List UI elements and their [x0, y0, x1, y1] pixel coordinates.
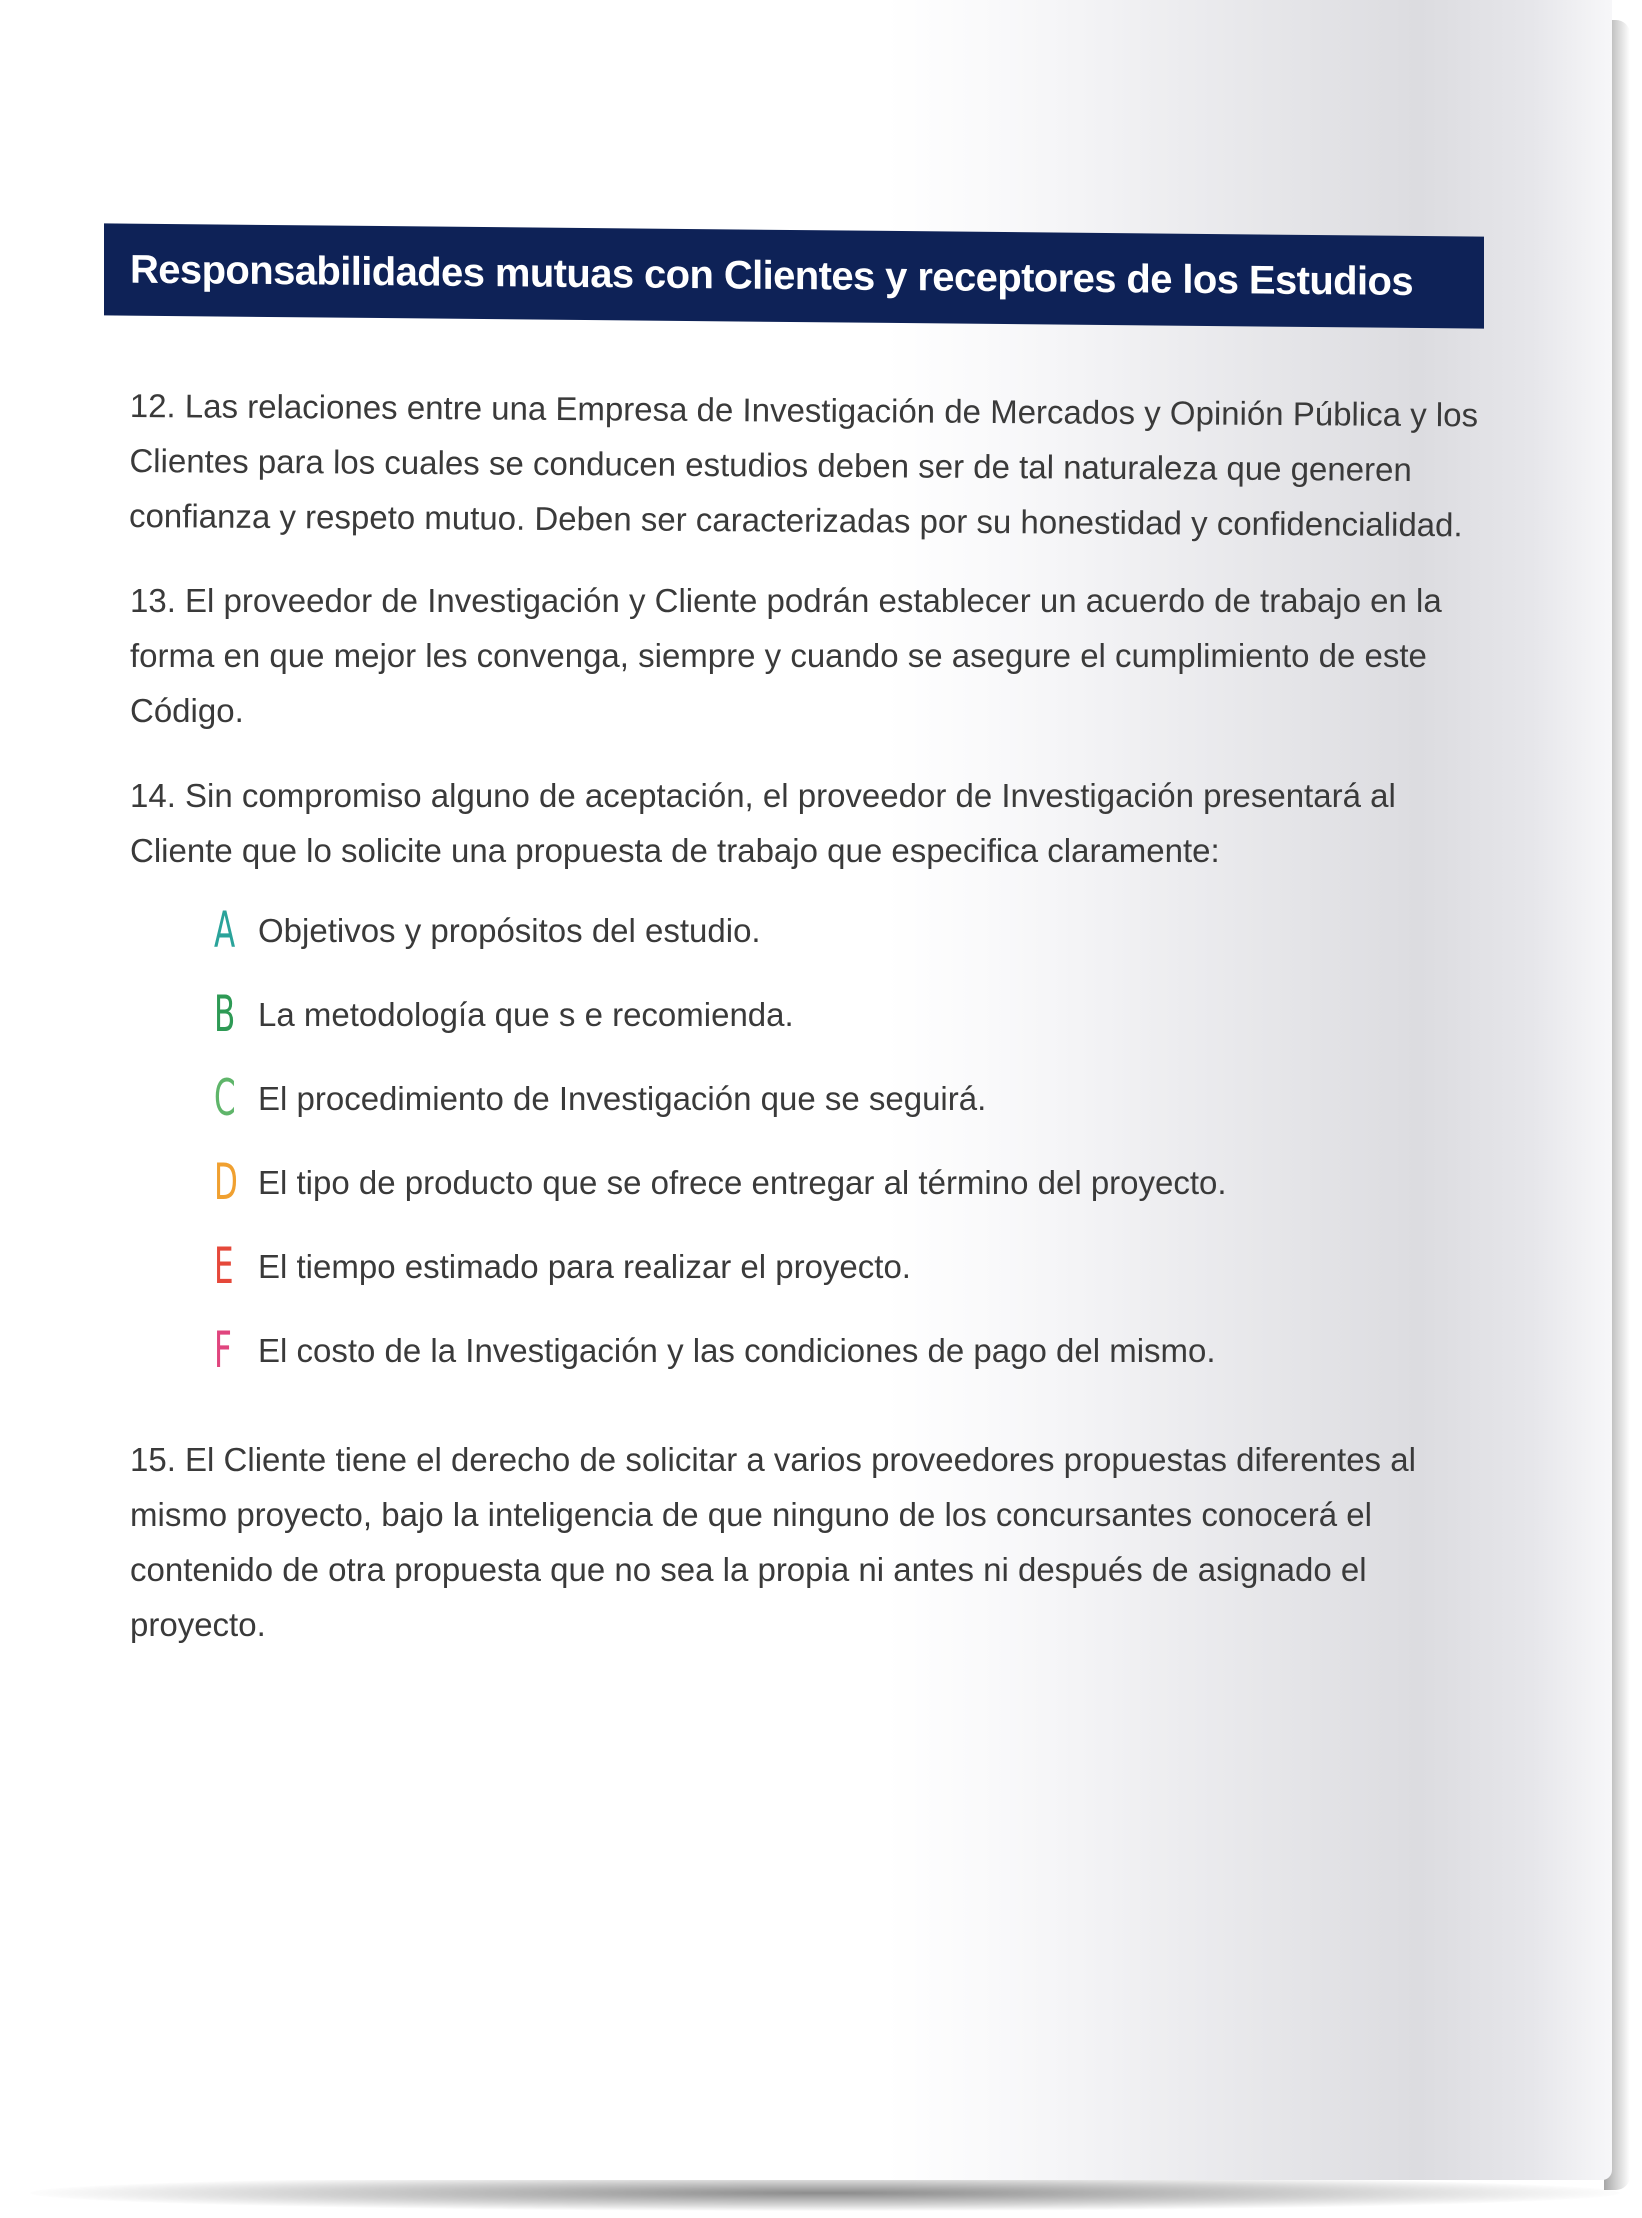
list-letter: B [214, 985, 236, 1043]
paragraph-14: 14. Sin compromiso alguno de aceptación, el proveedor de Investigación presentará al Cliente que lo solicite una propuesta de trabajo que especifica claramente: [130, 777, 1396, 869]
paragraph-15: 15. El Cliente tiene el derecho de solicitar a varios proveedores propuestas diferentes al mismo proyecto, bajo la inteligencia de que ninguno de los concursantes conocerá el contenido de otra propuesta que no sea la propia ni antes ni después de asignado el proyecto. [130, 1441, 1416, 1643]
list-letter: E [214, 1237, 234, 1295]
list-item [130, 888, 1490, 972]
list-letter: A [214, 901, 236, 959]
page-shadow-bottom [30, 2175, 1620, 2211]
list-item-text: Objetivos y propósitos del estudio. [258, 911, 761, 949]
document-body [130, 378, 1490, 1682]
list-item-text: La metodología que s e recomienda. [258, 995, 794, 1033]
list-item [130, 1308, 1490, 1392]
list-item [130, 1140, 1490, 1224]
list-item [130, 1056, 1490, 1140]
list-letter: C [214, 1069, 236, 1127]
paragraph-13: 13. El proveedor de Investigación y Cliente podrán establecer un acuerdo de trabajo en la forma en que mejor les convenga, siempre y cuando se asegure el cumplimiento de este Código. [130, 582, 1442, 729]
list-item [130, 972, 1490, 1056]
section-title: Responsabilidades mutuas con Clientes y receptores de los Estudios [130, 247, 1413, 304]
list-item-text: El tipo de producto que se ofrece entregar al término del proyecto. [258, 1163, 1227, 1201]
paragraph-12: 12. Las relaciones entre una Empresa de Investigación de Mercados y Opinión Pública y los Clientes para los cuales se conducen estudios deben ser de tal naturaleza que generen confianza y respeto mutuo. Deben ser caracterizadas por su honestidad y confidencialidad. [128, 386, 1479, 544]
list-letter: D [214, 1153, 238, 1211]
proposal-items-list [130, 888, 1490, 1392]
list-item [130, 1224, 1490, 1308]
section-header-band [104, 223, 1484, 328]
list-item-text: El procedimiento de Investigación que se seguirá. [258, 1079, 987, 1117]
list-item-text: El costo de la Investigación y las condiciones de pago del mismo. [258, 1331, 1216, 1369]
list-letter: F [214, 1321, 232, 1379]
list-item-text: El tiempo estimado para realizar el proyecto. [258, 1247, 911, 1285]
